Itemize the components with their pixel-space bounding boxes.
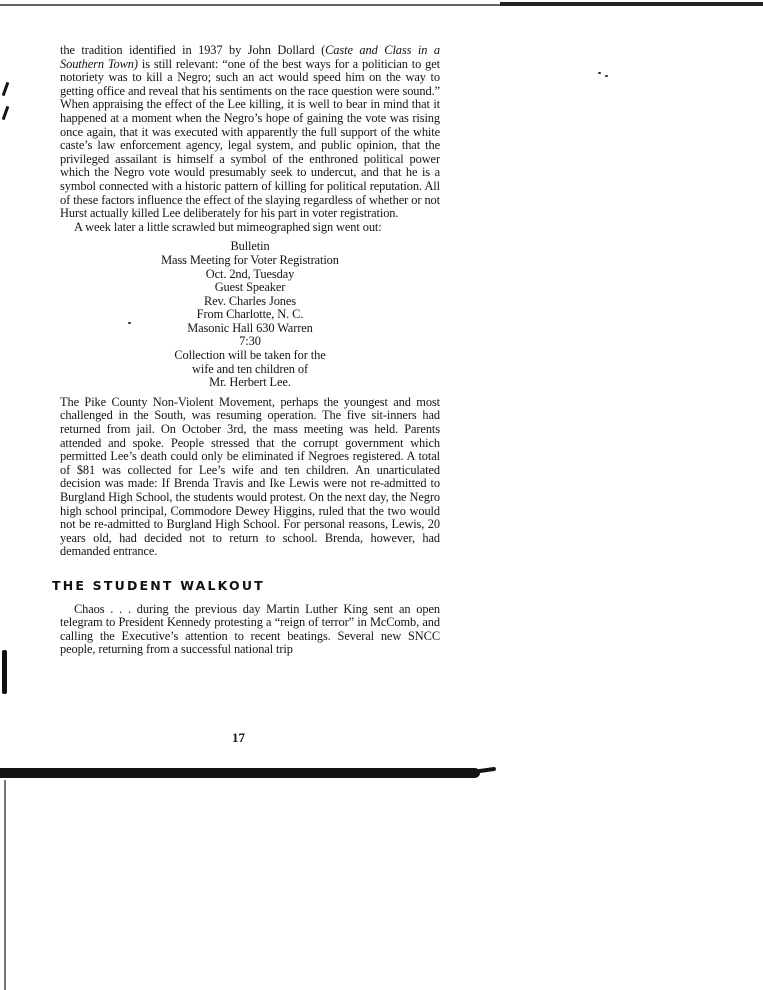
bulletin-line: Oct. 2nd, Tuesday	[205, 266, 295, 281]
bulletin-line: From Charlotte, N. C.	[196, 307, 304, 322]
paragraph-3: The Pike County Non-Violent Movement, perhaps the youngest and most challenged in the South, was resuming operation. The five sit-inners had returned from jail. On October 3rd, the mass meeting was held. Parents attended and spoke. People stressed that the corrupt government which permitted Lee’s death could only be eliminated if Negroes registered. A total of $81 was collected for Lee’s wife and ten children. An unarticulated decision was made: If Brenda Travis and Ike Lewis were not re-admitted to Burgland High School, the students would protest. On the next day, the Negro high school principal, Commodore Dewey Higgins, ruled that the two would not be re-admitted to Burgland High School. For personal reasons, Lewis, 20 years old, had decided not to return to school. Brenda, however, had demanded entrance.	[60, 394, 440, 559]
bulletin-line: Bulletin	[230, 239, 270, 254]
scan-edge-left	[4, 780, 6, 990]
paragraph-1	[60, 44, 440, 221]
paragraph-2: A week later a little scrawled but mimeographed sign went out:	[74, 219, 382, 234]
scan-edge-top-shadow	[500, 2, 763, 6]
scan-speck	[605, 75, 608, 77]
bulletin-line: wife and ten children of	[192, 361, 308, 376]
bulletin-line: Mass Meeting for Voter Registration	[161, 252, 339, 267]
paragraph-1-text-a: the tradition identified in 1937 by John Dollard (	[60, 43, 326, 57]
paragraph-4: Chaos . . . during the previous day Martin Luther King sent an open telegram to President Kennedy protesting a “reign of terror” in McComb, and calling the Executive’s attention to recent beatings. Several new SNCC people, returning from a successful national trip	[60, 601, 440, 657]
book-title: Caste and Class in a Southern Town)	[60, 43, 440, 71]
margin-mark	[2, 650, 7, 694]
margin-mark	[2, 82, 10, 96]
page-number: 17	[232, 730, 245, 745]
bottom-scan-bar-tail	[478, 767, 496, 773]
paragraph-1-text-b: is still relevant: “one of the best ways for a politician to get notoriety was to kill a Negro; such an act would speed him on the way to getting office and reveal that his sentiments on the race question were sound.” When appraising the effect of the Lee killing, it is well to bear in mind that it happened at a moment when the Negro’s hope of gaining the vote was rising once again, that it was executed with apparently the full support of the white caste’s law enforcement agency, legal system, and public opinion, that the privileged assailant is himself a symbol of the enthroned political power which the Negro vote would presumably seek to undercut, and that he is a symbol connected with a historic pattern of killing for political reputation. All of these factors influence the effect of the slaying regardless of whether or not Hurst actually killed Lee deliberately for his part in voter registration.	[60, 56, 440, 221]
section-heading: THE STUDENT WALKOUT	[52, 577, 265, 593]
bulletin-notice	[60, 240, 440, 390]
bulletin-line: Masonic Hall 630 Warren	[187, 320, 313, 335]
bottom-scan-bar	[0, 768, 480, 778]
bulletin-line: Rev. Charles Jones	[203, 293, 297, 308]
bulletin-line: Collection will be taken for the	[174, 348, 326, 363]
bulletin-line: Mr. Herbert Lee.	[209, 375, 291, 390]
scan-speck	[598, 72, 601, 74]
page-body	[52, 43, 440, 657]
margin-mark	[2, 106, 10, 120]
bulletin-line: 7:30	[239, 334, 261, 349]
bulletin-line: Guest Speaker	[214, 280, 286, 295]
